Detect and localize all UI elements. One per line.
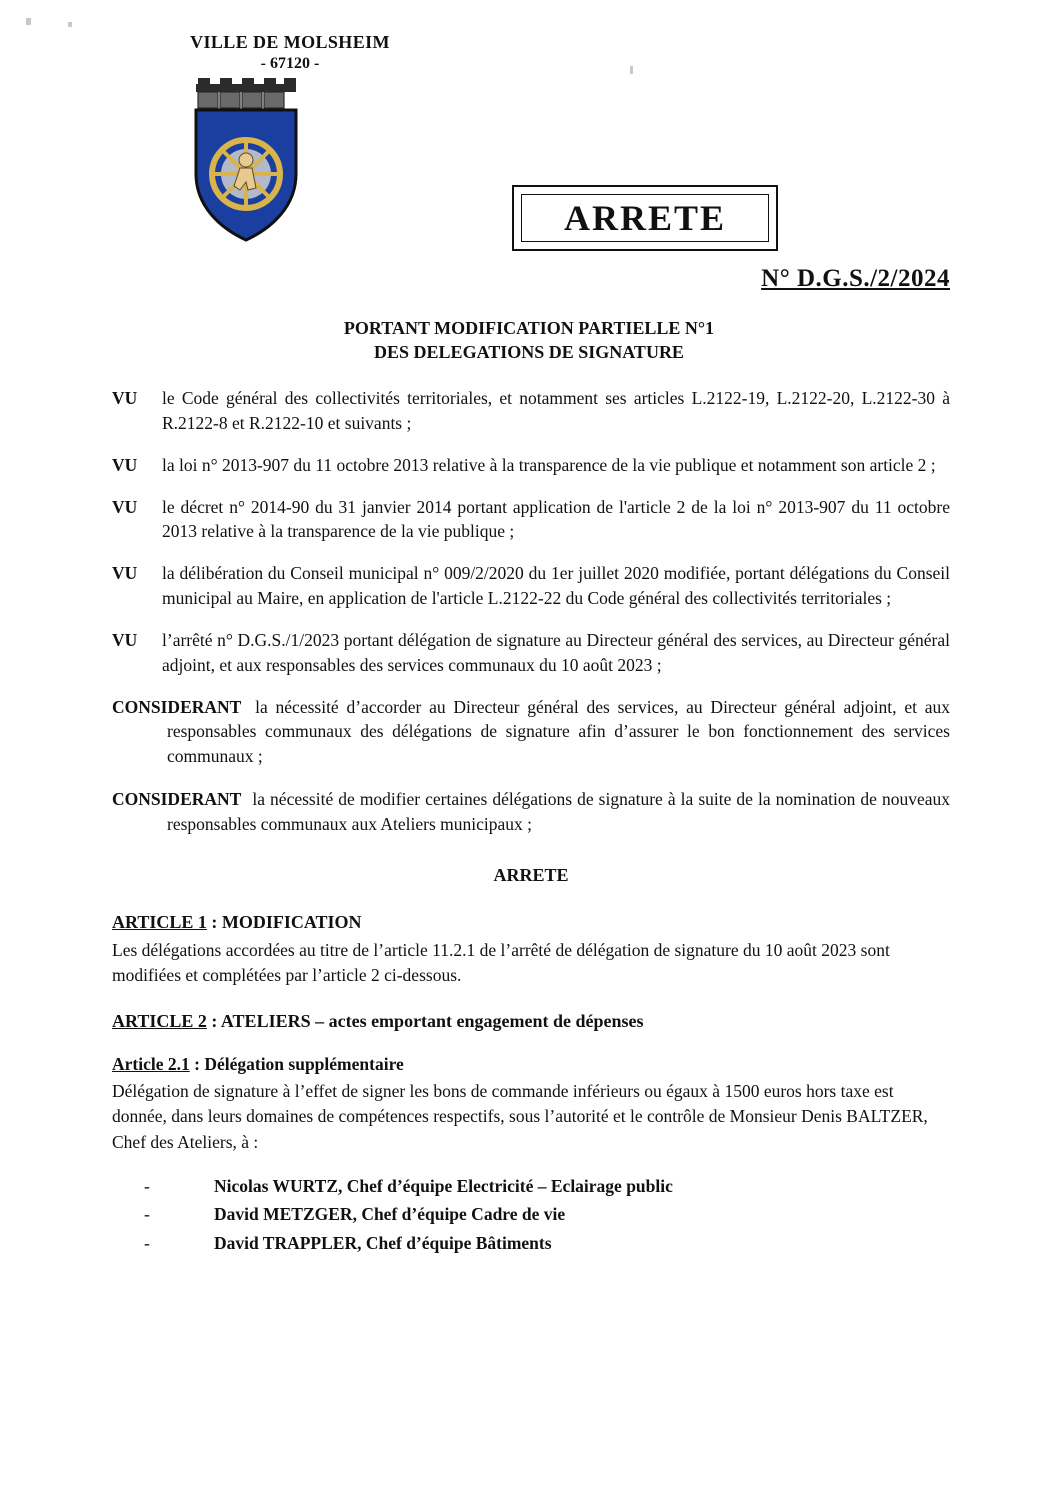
- clause-text: la délibération du Conseil municipal n° 009/2/2020 du 1er juillet 2020 modifiée, portant délégations du Conseil municipal au Maire, en application de l'article L.2122-22 du Code général des collectivités territoriales ;: [162, 563, 950, 609]
- subject-line-2: DES DELEGATIONS DE SIGNATURE: [374, 342, 684, 363]
- clause-row: [112, 495, 950, 545]
- reference-number: N° D.G.S./2/2024: [761, 265, 950, 292]
- bullet-marker: -: [144, 1176, 150, 1197]
- article-2-1-body: Délégation de signature à l’effet de signer les bons de commande inférieurs ou égaux à 1500 euros hors taxe est donnée, dans leurs domaines de compétences respectifs, sous l’autorité et le contrôle de Monsieur Denis BALTZER, Chef des Ateliers, à :: [112, 1081, 928, 1152]
- clause-label: VU: [112, 454, 138, 475]
- clause-row: [112, 695, 950, 770]
- document-subject: [0, 316, 1058, 365]
- bullet-marker: -: [144, 1232, 150, 1253]
- clause-label: VU: [112, 629, 138, 650]
- clause-label: CONSIDERANT: [112, 789, 242, 810]
- document-body: [112, 386, 950, 1258]
- coat-of-arms-icon: [190, 78, 302, 248]
- clause-row: [112, 561, 950, 611]
- clause-row: [112, 787, 950, 837]
- city-heading: [160, 32, 420, 73]
- arrete-title: ARRETE: [521, 194, 769, 242]
- article-2-1-title-key: Article 2.1: [112, 1054, 190, 1075]
- clause-row: [112, 453, 950, 478]
- subject-line-1: PORTANT MODIFICATION PARTIELLE N°1: [343, 318, 715, 338]
- clause-text: la nécessité d’accorder au Directeur général des services, au Directeur général adjoint, et aux responsables communaux des délégations de signature afin d’assurer le bon fonctionnement des services communaux ;: [167, 696, 951, 767]
- list-item: [112, 1230, 950, 1256]
- article-1-body: Les délégations accordées au titre de l’article 11.2.1 de l’arrêté de délégation de signature du 10 août 2023 sont modifiées et complétées par l’article 2 ci-dessous.: [112, 939, 890, 986]
- decision-keyword: ARRETE: [493, 864, 569, 885]
- delegate-name: Nicolas WURTZ, Chef d’équipe Electricité – Eclairage public: [214, 1176, 673, 1197]
- article-2-1-title: [112, 1052, 950, 1077]
- delegate-name: David METZGER, Chef d’équipe Cadre de vie: [214, 1204, 566, 1225]
- article-2-title-key: ARTICLE 2: [112, 1010, 207, 1031]
- clause-label: VU: [112, 388, 138, 408]
- list-item: [112, 1201, 950, 1227]
- arrete-title-box: [512, 185, 778, 251]
- delegate-name: David TRAPPLER, Chef d’équipe Bâtiments: [214, 1232, 552, 1253]
- scan-speck: [68, 22, 72, 27]
- delegate-list: [112, 1173, 950, 1256]
- clause-text: le décret n° 2014-90 du 31 janvier 2014 portant application de l'article 2 de la loi n° 2013-907 du 11 octobre 2013 relative à la transparence de la vie publique ;: [162, 496, 950, 542]
- clause-label: CONSIDERANT: [112, 696, 242, 717]
- article-2-1-title-rest: : Délégation supplémentaire: [189, 1054, 404, 1075]
- scan-speck: [26, 18, 31, 25]
- clause-label: VU: [112, 563, 138, 584]
- clause-text: l’arrêté n° D.G.S./1/2023 portant délégation de signature au Directeur général des services, au Directeur général adjoint, et aux responsables des services communaux du 10 août 2023 ;: [162, 629, 950, 675]
- clause-text: le Code général des collectivités territoriales, et notamment ses articles L.2122-19, L.2122-20, L.2122-30 à R.2122-8 et R.2122-10 et suivants ;: [162, 388, 950, 433]
- article-1-title-rest: : MODIFICATION: [206, 912, 362, 933]
- city-postal-code: - 67120 -: [260, 55, 320, 72]
- clause-row: [112, 386, 950, 436]
- article-1-title: [112, 910, 950, 936]
- article-1-title-key: ARTICLE 1: [112, 912, 207, 933]
- bullet-marker: -: [144, 1204, 150, 1225]
- clause-text: la loi n° 2013-907 du 11 octobre 2013 relative à la transparence de la vie publique et notamment son article 2 ;: [162, 454, 936, 475]
- article-2-title-rest: : ATELIERS – actes emportant engagement de dépenses: [206, 1010, 644, 1031]
- city-name: VILLE DE MOLSHEIM: [190, 32, 390, 52]
- scan-speck: [630, 66, 633, 74]
- article-2-title: [112, 1009, 950, 1035]
- list-item: [112, 1173, 950, 1199]
- clause-row: [112, 628, 950, 678]
- clause-text: la nécessité de modifier certaines délégations de signature à la suite de la nomination de nouveaux responsables communaux aux Ateliers municipaux ;: [167, 789, 950, 834]
- clause-label: VU: [112, 496, 138, 517]
